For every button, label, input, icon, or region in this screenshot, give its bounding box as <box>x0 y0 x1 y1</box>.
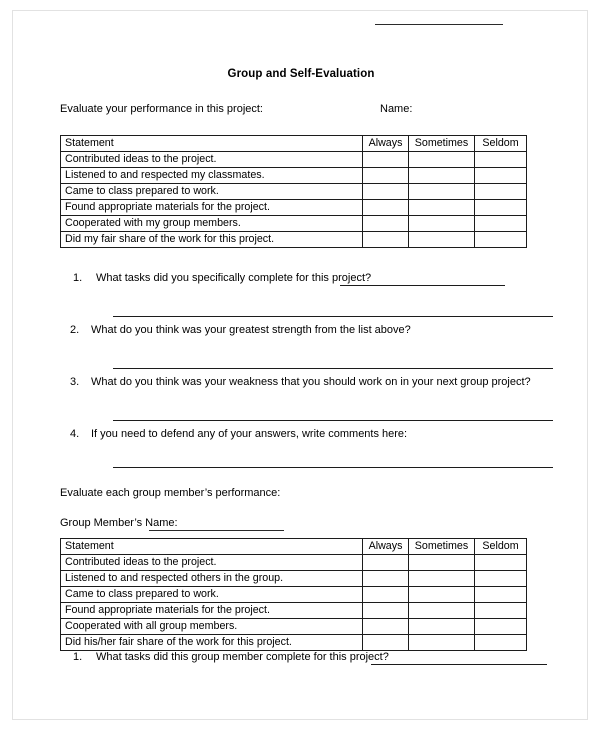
sometimes-checkbox-cell[interactable] <box>409 635 475 651</box>
sometimes-checkbox-cell[interactable] <box>409 200 475 216</box>
question-3-number: 3. <box>70 376 80 388</box>
self-evaluation-table <box>60 135 527 248</box>
self-evaluation-intro-label: Evaluate your performance in this project: <box>60 103 263 115</box>
question-1-number: 1. <box>73 272 83 284</box>
column-header-seldom: Seldom <box>475 136 527 152</box>
sometimes-checkbox-cell[interactable] <box>409 555 475 571</box>
seldom-checkbox-cell[interactable] <box>475 587 527 603</box>
sometimes-checkbox-cell[interactable] <box>409 619 475 635</box>
always-checkbox-cell[interactable] <box>363 200 409 216</box>
statement-cell: Found appropriate materials for the project. <box>61 200 363 216</box>
statement-cell: Found appropriate materials for the project. <box>61 603 363 619</box>
sometimes-checkbox-cell[interactable] <box>409 232 475 248</box>
always-checkbox-cell[interactable] <box>363 216 409 232</box>
page-title: Group and Self-Evaluation <box>227 68 375 80</box>
table-header-row <box>61 136 527 152</box>
question-4-text: If you need to defend any of your answers, write comments here: <box>91 428 408 440</box>
question-2-number: 2. <box>70 324 80 336</box>
question-4-number: 4. <box>70 428 80 440</box>
always-checkbox-cell[interactable] <box>363 152 409 168</box>
sometimes-checkbox-cell[interactable] <box>409 216 475 232</box>
sometimes-checkbox-cell[interactable] <box>409 152 475 168</box>
statement-cell: Contributed ideas to the project. <box>61 555 363 571</box>
question-1-answer-field[interactable] <box>113 316 553 317</box>
table-row <box>61 216 527 232</box>
seldom-checkbox-cell[interactable] <box>475 619 527 635</box>
table-row <box>61 571 527 587</box>
seldom-checkbox-cell[interactable] <box>475 635 527 651</box>
seldom-checkbox-cell[interactable] <box>475 232 527 248</box>
statement-cell: Came to class prepared to work. <box>61 587 363 603</box>
seldom-checkbox-cell[interactable] <box>475 216 527 232</box>
document-page <box>12 10 588 720</box>
seldom-checkbox-cell[interactable] <box>475 200 527 216</box>
always-checkbox-cell[interactable] <box>363 571 409 587</box>
seldom-checkbox-cell[interactable] <box>475 555 527 571</box>
table-row <box>61 603 527 619</box>
always-checkbox-cell[interactable] <box>363 587 409 603</box>
always-checkbox-cell[interactable] <box>363 168 409 184</box>
statement-cell: Contributed ideas to the project. <box>61 152 363 168</box>
sometimes-checkbox-cell[interactable] <box>409 168 475 184</box>
table-row <box>61 200 527 216</box>
question-3-text: What do you think was your weakness that you should work on in your next group project? <box>91 376 531 388</box>
question-3-answer-field[interactable] <box>113 420 553 421</box>
sometimes-checkbox-cell[interactable] <box>409 587 475 603</box>
table-row <box>61 635 527 651</box>
table-header-row <box>61 539 527 555</box>
always-checkbox-cell[interactable] <box>363 232 409 248</box>
name-field-label: Name: <box>380 103 413 115</box>
member-question-1-answer-field[interactable] <box>371 664 547 665</box>
seldom-checkbox-cell[interactable] <box>475 168 527 184</box>
seldom-checkbox-cell[interactable] <box>475 603 527 619</box>
member-evaluation-table <box>60 538 527 651</box>
table-row <box>61 184 527 200</box>
document-sheet <box>13 11 589 721</box>
table-row <box>61 619 527 635</box>
always-checkbox-cell[interactable] <box>363 603 409 619</box>
table-row <box>61 152 527 168</box>
table-row <box>61 555 527 571</box>
column-header-always: Always <box>363 539 409 555</box>
statement-cell: Listened to and respected others in the group. <box>61 571 363 587</box>
question-4-answer-field[interactable] <box>113 467 553 468</box>
always-checkbox-cell[interactable] <box>363 184 409 200</box>
name-field-input[interactable] <box>375 24 503 25</box>
statement-cell: Cooperated with my group members. <box>61 216 363 232</box>
sometimes-checkbox-cell[interactable] <box>409 184 475 200</box>
table-row <box>61 232 527 248</box>
member-question-1-number: 1. <box>73 651 83 663</box>
member-name-field-label: Group Member’s Name: <box>60 517 178 529</box>
column-header-statement: Statement <box>61 136 363 152</box>
statement-cell: Listened to and respected my classmates. <box>61 168 363 184</box>
question-2-text: What do you think was your greatest strength from the list above? <box>91 324 411 336</box>
member-question-1-text: What tasks did this group member complete for this project? <box>96 651 389 663</box>
always-checkbox-cell[interactable] <box>363 555 409 571</box>
statement-cell: Did my fair share of the work for this project. <box>61 232 363 248</box>
column-header-statement: Statement <box>61 539 363 555</box>
statement-cell: Did his/her fair share of the work for this project. <box>61 635 363 651</box>
column-header-sometimes: Sometimes <box>409 539 475 555</box>
statement-cell: Cooperated with all group members. <box>61 619 363 635</box>
question-1-text: What tasks did you specifically complete for this project? <box>96 272 372 284</box>
seldom-checkbox-cell[interactable] <box>475 152 527 168</box>
statement-cell: Came to class prepared to work. <box>61 184 363 200</box>
seldom-checkbox-cell[interactable] <box>475 184 527 200</box>
seldom-checkbox-cell[interactable] <box>475 571 527 587</box>
column-header-sometimes: Sometimes <box>409 136 475 152</box>
sometimes-checkbox-cell[interactable] <box>409 571 475 587</box>
member-name-field-input[interactable] <box>149 530 284 531</box>
sometimes-checkbox-cell[interactable] <box>409 603 475 619</box>
always-checkbox-cell[interactable] <box>363 619 409 635</box>
column-header-seldom: Seldom <box>475 539 527 555</box>
member-evaluation-intro-label: Evaluate each group member’s performance: <box>60 487 281 499</box>
always-checkbox-cell[interactable] <box>363 635 409 651</box>
table-row <box>61 168 527 184</box>
question-2-answer-field[interactable] <box>113 368 553 369</box>
question-1-inline-answer-field[interactable] <box>340 285 505 286</box>
table-row <box>61 587 527 603</box>
column-header-always: Always <box>363 136 409 152</box>
self-evaluation-intro-row <box>60 103 560 119</box>
